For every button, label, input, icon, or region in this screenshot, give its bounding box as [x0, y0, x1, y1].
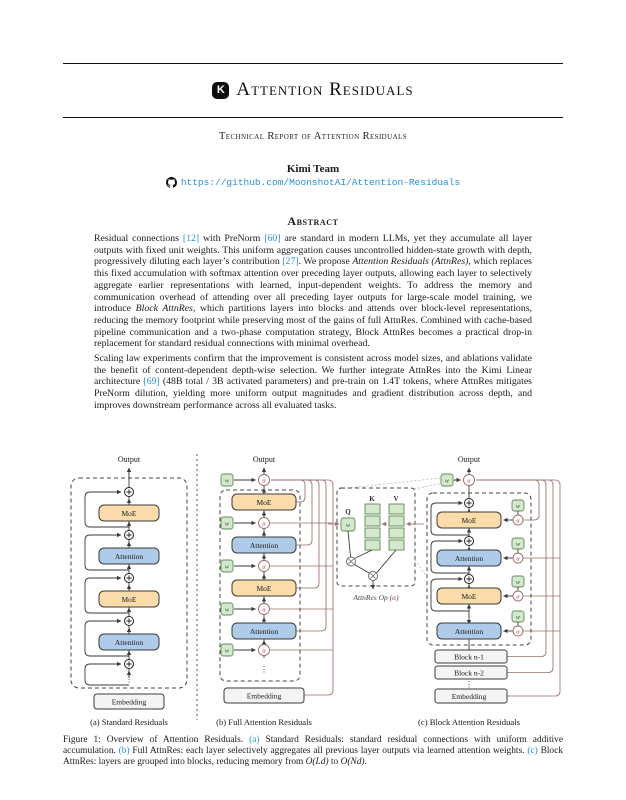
- abstract-paragraph-1: Residual connections [12] with PreNorm [60] are standard in modern LLMs, yet they accumulate all layer outputs with fixed unit weights. This uniform aggregation causes uncontrolled hidden-state growth with depth, progressively diluting each layer’s contribution [27]. We propose Attention Residuals (AttnRes), which replaces this fixed accumulation with softmax attention over preceding layer outputs, allowing each layer to selectively aggregate earlier representations with learned, input-dependent weights. To address the memory and communication overhead of attending over all preceding layer outputs for large-scale model training, we introduce Block AttnRes, which partitions layers into blocks and attends over block-level representations, reducing the memory footprint while preserving most of the gains of full AttnRes. Combined with cache-based pipeline communication and a two-phase computation strategy, Block AttnRes becomes a practical drop-in replacement for standard residual connections with minimal overhead.: [94, 233, 532, 350]
- moe-block: [437, 588, 501, 604]
- caption-marker-a: (a): [249, 735, 260, 745]
- svg-text:α: α: [516, 593, 520, 601]
- embedding-label: Embedding: [246, 691, 282, 701]
- key-cells: [365, 504, 380, 550]
- moe-label: MoE: [256, 498, 272, 507]
- svg-text:w: w: [224, 520, 230, 528]
- kimi-logo-icon: K: [212, 82, 229, 99]
- embedding-label: Embedding: [451, 692, 487, 701]
- title-rule-top: [63, 63, 563, 64]
- svg-text:α: α: [467, 477, 471, 485]
- author-team: Kimi Team: [286, 163, 340, 175]
- caption-marker-b: (b): [118, 745, 130, 756]
- embedding-label: Embedding: [111, 697, 147, 707]
- block-n2-label: Block n-2: [454, 668, 484, 678]
- title-rule-bottom: [63, 117, 563, 118]
- citation: [60]: [264, 233, 281, 244]
- attention-label: Attention: [114, 638, 144, 647]
- q-label: Q: [345, 508, 351, 516]
- moe-label: MoE: [121, 595, 137, 604]
- svg-text:α: α: [262, 606, 266, 614]
- figure-1-canvas: [57, 448, 569, 734]
- moe-block: [99, 505, 159, 521]
- query-weight-node: [441, 474, 461, 486]
- embedding-block: [435, 689, 507, 703]
- figure-1: [57, 448, 569, 734]
- attnres-op-label: AttnRes Op (α): [353, 593, 399, 602]
- k-label: K: [369, 495, 375, 503]
- value-cells: [389, 504, 404, 550]
- matmul-node: [369, 572, 378, 581]
- svg-text:w: w: [515, 541, 521, 548]
- moe-block: [437, 512, 501, 528]
- attention-label: Attention: [249, 627, 279, 636]
- abstract-paragraph-2: Scaling law experiments confirm that the improvement is consistent across model sizes, and ablations validate the benefit of content-dependent depth-wise selection. We further integrate AttnRes into the Kimi Linear architecture [69] (48B total / 3B activated parameters) and pre-train on 1.4T tokens, where AttnRes mitigates PreNorm dilution, yielding more uniform output magnitudes and gradient distribution across depth, and improves downstream performance across all evaluated tasks.: [94, 353, 532, 411]
- paper-title: Attention Residuals: [236, 79, 414, 100]
- attention-block: [99, 548, 159, 564]
- attention-label: Attention: [454, 627, 484, 636]
- repo-row: [0, 177, 626, 188]
- embedding-block: [224, 688, 304, 703]
- paper-subtitle: Technical Report of Attention Residuals: [218, 131, 408, 142]
- moe-label: MoE: [461, 516, 477, 525]
- moe-label: MoE: [461, 592, 477, 601]
- moe-block: [232, 494, 296, 510]
- svg-text:α: α: [516, 517, 520, 525]
- citation: [27]: [282, 256, 299, 268]
- attention-label: Attention: [454, 554, 484, 563]
- github-icon: [166, 177, 177, 188]
- moe-label: MoE: [256, 584, 272, 593]
- output-label: Output: [457, 455, 481, 464]
- svg-text:α: α: [262, 563, 266, 571]
- moe-label: MoE: [121, 509, 137, 518]
- v-label: V: [393, 495, 399, 503]
- panel-block-attention-residuals: [328, 455, 560, 727]
- attention-block: [232, 537, 296, 553]
- repo-link[interactable]: https://github.com/MoonshotAI/Attention-Residuals: [180, 177, 461, 188]
- svg-text:α: α: [262, 477, 266, 485]
- attention-block: [99, 634, 159, 650]
- query-node: [341, 518, 355, 531]
- paper-title-row: [0, 79, 626, 101]
- citation: [12]: [182, 233, 200, 244]
- output-label: Output: [117, 455, 141, 464]
- svg-text:w: w: [224, 606, 230, 614]
- vdots: ⋮: [465, 680, 473, 689]
- svg-text:α: α: [262, 520, 266, 528]
- subcaption-c: (c) Block Attention Residuals: [418, 717, 520, 727]
- attention-label: Attention: [114, 552, 144, 561]
- block-n1-label: Block n-1: [454, 652, 484, 662]
- svg-text:α: α: [516, 555, 520, 563]
- svg-text:α: α: [516, 628, 520, 636]
- attention-block: [232, 623, 296, 639]
- attention-label: Attention: [249, 541, 279, 550]
- attention-block: [437, 550, 501, 566]
- panel-standard-residuals: [71, 455, 187, 727]
- complexity-full: O(Ld): [305, 756, 329, 767]
- attention-block: [437, 623, 501, 639]
- subcaption-a: (a) Standard Residuals: [90, 717, 168, 727]
- moe-block: [232, 580, 296, 596]
- citation: [69]: [143, 376, 160, 388]
- abstract-body: [94, 233, 532, 412]
- vdots: ⋮: [260, 665, 268, 674]
- svg-text:α: α: [262, 647, 266, 655]
- complexity-block: O(Nd): [340, 756, 365, 767]
- layer-attnres-nodes: [504, 500, 525, 636]
- svg-text:w: w: [515, 579, 521, 586]
- svg-text:w: w: [444, 477, 450, 485]
- svg-text:w: w: [515, 503, 521, 510]
- svg-text:w: w: [224, 647, 230, 655]
- svg-text:w: w: [224, 477, 230, 485]
- attnres-op-node: [464, 475, 475, 486]
- block-n2: [435, 666, 507, 679]
- vdots: ⋮: [125, 675, 133, 684]
- block-n1: [435, 650, 507, 663]
- figure-caption: Figure 1: Overview of Attention Residuals. (a) Standard Residuals: standard residual connections with uniform additive accumulation. (b) Full AttnRes: each layer selectively aggregates all previous layer outputs via learned attention weights. (c) Block AttnRes: layers are grouped into blocks, reducing memory from O(Ld) to O(Nd).: [63, 735, 563, 767]
- abstract-heading: Abstract: [287, 214, 339, 228]
- attnres-op-inset: [328, 488, 424, 602]
- moe-block: [99, 591, 159, 607]
- svg-text:w: w: [345, 522, 351, 529]
- matmul-node: [347, 557, 356, 566]
- embedding-block: [94, 694, 164, 709]
- panel-full-attention-residuals: [216, 455, 333, 727]
- svg-text:w: w: [515, 614, 521, 621]
- caption-marker-c: (c): [527, 745, 538, 756]
- output-label: Output: [252, 455, 276, 464]
- subcaption-b: (b) Full Attention Residuals: [216, 717, 312, 727]
- svg-text:w: w: [224, 563, 230, 571]
